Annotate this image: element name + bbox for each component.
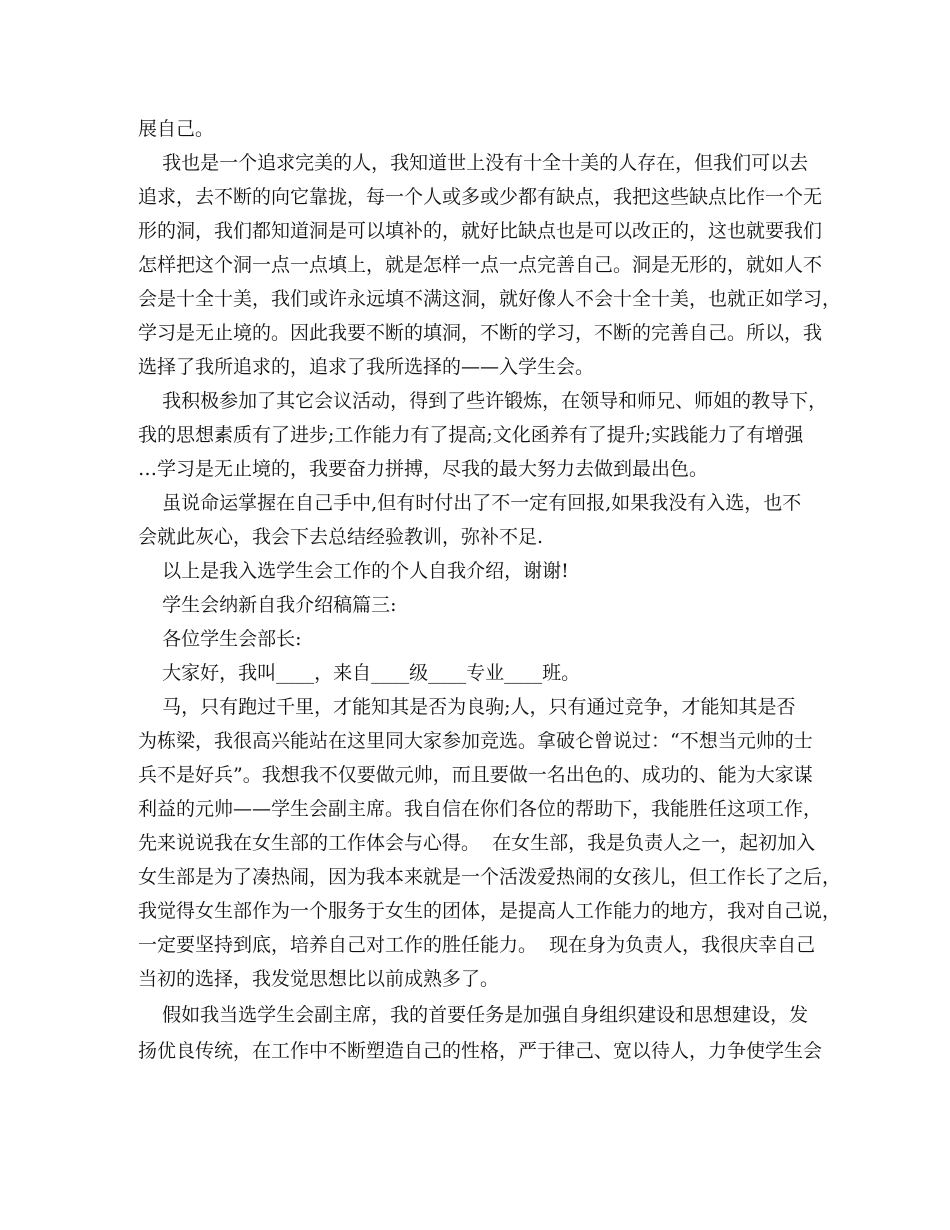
text-line: 利益的元帅——学生会副主席。我自信在你们各位的帮助下，我能胜任这项工作， [138, 798, 823, 820]
text-line: 扬优良传统，在工作中不断塑造自己的性格，严于律己、宽以待人，力争使学生会 [138, 1040, 823, 1062]
text-line: 假如我当选学生会副主席，我的首要任务是加强自身组织建设和思想建设，发 [138, 1004, 809, 1026]
text-line: 会就此灰心，我会下去总结经验教训，弥补不足. [138, 526, 544, 548]
text-line: 兵不是好兵”。我想我不仅要做元帅，而且要做一名出色的、成功的、能为大家谋 [138, 764, 813, 786]
text-line: 会是十全十美，我们或许永远填不满这洞，就好像人不会十全十美，也就正如学习， [138, 288, 842, 310]
text-line: 以上是我入选学生会工作的个人自我介绍，谢谢! [138, 560, 569, 582]
text-line: 展自己。 [138, 118, 215, 140]
text-line: 女生部是为了凑热闹，因为我本来就是一个活泼爱热闹的女孩儿，但工作长了之后， [138, 866, 842, 888]
document-body [138, 112, 842, 1068]
text-line: 我积极参加了其它会议活动，得到了些许锻炼，在领导和师兄、师姐的教导下， [138, 390, 828, 412]
text-line: 学习是无止境的。因此我要不断的填洞，不断的学习，不断的完善自己。所以，我 [138, 322, 823, 344]
text-line: 先来说说我在女生部的工作体会与心得。 在女生部，我是负责人之一，起初加入 [138, 832, 816, 854]
text-line: 追求，去不断的向它靠拢，每一个人或多或少都有缺点，我把这些缺点比作一个无 [138, 186, 823, 208]
text-line: …学习是无止境的，我要奋力拼搏，尽我的最大努力去做到最出色。 [138, 458, 709, 480]
text-line: 虽说命运掌握在自己手中,但有时付出了不一定有回报,如果我没有入选，也不 [138, 492, 802, 514]
text-line: 我也是一个追求完美的人，我知道世上没有十全十美的人存在，但我们可以去 [138, 152, 809, 174]
salutation: 各位学生会部长: [138, 628, 302, 650]
text-line: 我觉得女生部作为一个服务于女生的团体，是提高人工作能力的地方，我对自己说， [138, 900, 842, 922]
text-line: 怎样把这个洞一点一点填上，就是怎样一点一点完善自己。洞是无形的，就如人不 [138, 254, 823, 276]
section-heading: 学生会纳新自我介绍稿篇三: [138, 594, 397, 616]
text-line: 形的洞，我们都知道洞是可以填补的，就好比缺点也是可以改正的，这也就要我们 [138, 220, 823, 242]
text-line: 一定要坚持到底，培养自己对工作的胜任能力。 现在身为负责人，我很庆幸自己 [138, 934, 816, 956]
text-line: 我的思想素质有了进步;工作能力有了提高;文化函养有了提升;实践能力了有增强 [138, 424, 804, 446]
text-line: 选择了我所追求的，追求了我所选择的——入学生会。 [138, 356, 595, 378]
text-line: 为栋梁，我很高兴能站在这里同大家参加竞选。拿破仑曾说过：“不想当元帅的士 [138, 730, 813, 752]
text-line: 大家好，我叫____，来自____级____专业____班。 [138, 662, 581, 684]
text-line: 当初的选择，我发觉思想比以前成熟多了。 [138, 968, 500, 990]
text-line: 马，只有跑过千里，才能知其是否为良驹;人，只有通过竞争，才能知其是否 [138, 696, 796, 718]
